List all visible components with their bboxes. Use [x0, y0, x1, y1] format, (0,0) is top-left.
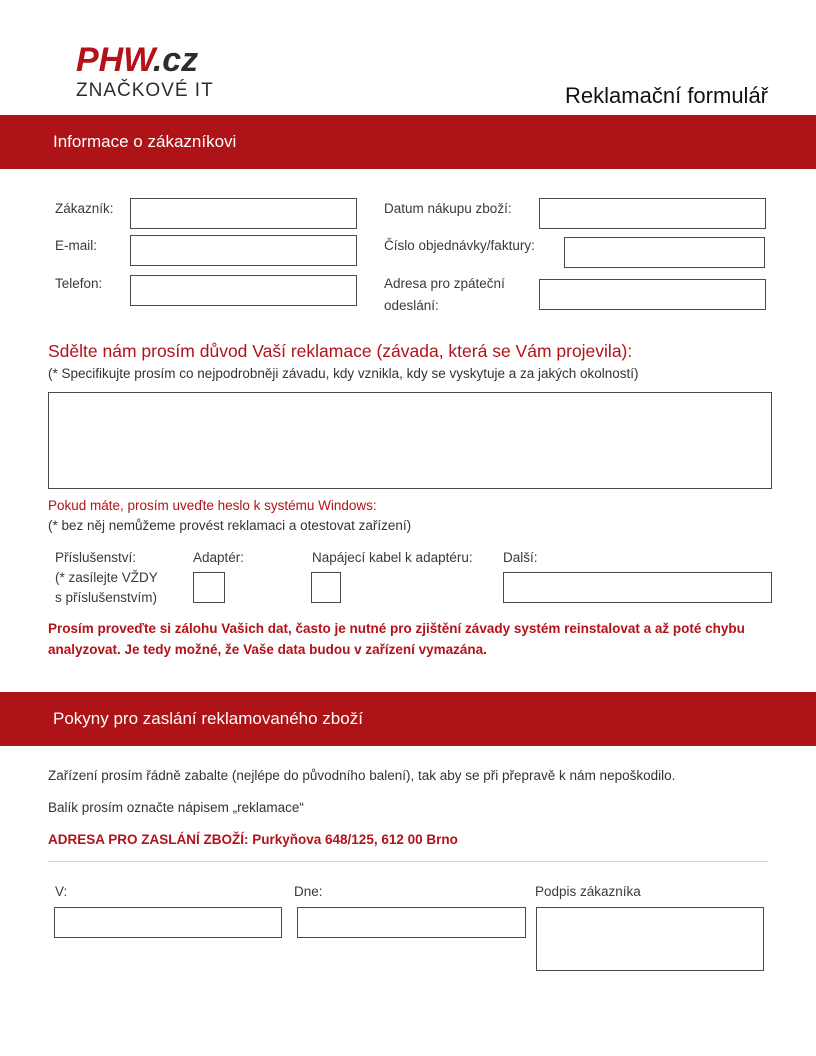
- logo-brand-red: PHW: [76, 41, 153, 79]
- return-address-label-line2: odeslání:: [384, 298, 439, 313]
- signature-field[interactable]: [536, 907, 764, 971]
- signature-label: Podpis zákazníka: [535, 884, 641, 899]
- divider: [48, 861, 768, 862]
- adapter-label: Adaptér:: [193, 550, 245, 565]
- place-field[interactable]: [54, 907, 282, 938]
- other-accessories-field[interactable]: [503, 572, 772, 603]
- backup-warning: Prosím proveďte si zálohu Vašich dat, často je nutné pro zjištění závady systém reinstalovat a až poté chybu analyzovat. Je tedy možné, že Vaše data budou v zařízení vymazána.: [48, 621, 745, 657]
- other-accessories-label: Další:: [503, 550, 538, 565]
- brand-logo: [76, 40, 198, 80]
- return-address-field[interactable]: [539, 279, 766, 310]
- return-address-label-line1: Adresa pro zpáteční: [384, 276, 505, 291]
- email-label: E-mail:: [55, 238, 98, 253]
- accessories-label-line3: s příslušenstvím): [55, 590, 158, 605]
- accessories-label-line1: Příslušenství:: [55, 550, 137, 565]
- password-prompt: Pokud máte, prosím uveďte heslo k systému Windows:: [48, 498, 377, 513]
- customer-field[interactable]: [130, 198, 357, 229]
- form-title: Reklamační formulář: [565, 83, 768, 108]
- purchase-date-field[interactable]: [539, 198, 766, 229]
- order-number-label: Číslo objednávky/faktury:: [384, 238, 535, 253]
- accessories-label-line2: (* zasílejte VŽDY: [55, 570, 158, 585]
- section-header-customer-info: [0, 115, 816, 169]
- reason-textarea[interactable]: [48, 392, 772, 489]
- packaging-instruction: Zařízení prosím řádně zabalte (nejlépe do původního balení), tak aby se při přepravě k nám nepoškodilo.: [48, 768, 676, 783]
- order-number-field[interactable]: [564, 237, 765, 268]
- section-title: Pokyny pro zaslání reklamovaného zboží: [53, 709, 363, 728]
- logo-tagline: ZNAČKOVÉ IT: [76, 80, 214, 101]
- place-label: V:: [55, 884, 68, 899]
- reason-hint: (* Specifikujte prosím co nejpodrobněji závadu, kdy vznikla, kdy se vyskytuje a za jakých okolností): [48, 366, 639, 381]
- shipping-address: ADRESA PRO ZASLÁNÍ ZBOŽÍ: Purkyňova 648/125, 612 00 Brno: [48, 832, 458, 847]
- label-instruction: Balík prosím označte nápisem „reklamace“: [48, 800, 304, 815]
- reason-heading: Sdělte nám prosím důvod Vaší reklamace (závada, která se Vám projevila):: [48, 341, 633, 361]
- purchase-date-label: Datum nákupu zboží:: [384, 201, 512, 216]
- email-field[interactable]: [130, 235, 357, 266]
- section-header-shipping-instructions: [0, 692, 816, 746]
- date-field[interactable]: [297, 907, 526, 938]
- date-label: Dne:: [294, 884, 323, 899]
- password-hint: (* bez něj nemůžeme provést reklamaci a otestovat zařízení): [48, 518, 412, 533]
- adapter-checkbox[interactable]: [193, 572, 225, 603]
- section-title: Informace o zákazníkovi: [53, 132, 237, 151]
- phone-label: Telefon:: [55, 276, 103, 291]
- phone-field[interactable]: [130, 275, 357, 306]
- logo-brand-domain: .cz: [152, 41, 199, 79]
- power-cable-checkbox[interactable]: [311, 572, 341, 603]
- customer-label: Zákazník:: [55, 201, 114, 216]
- power-cable-label: Napájecí kabel k adaptéru:: [312, 550, 473, 565]
